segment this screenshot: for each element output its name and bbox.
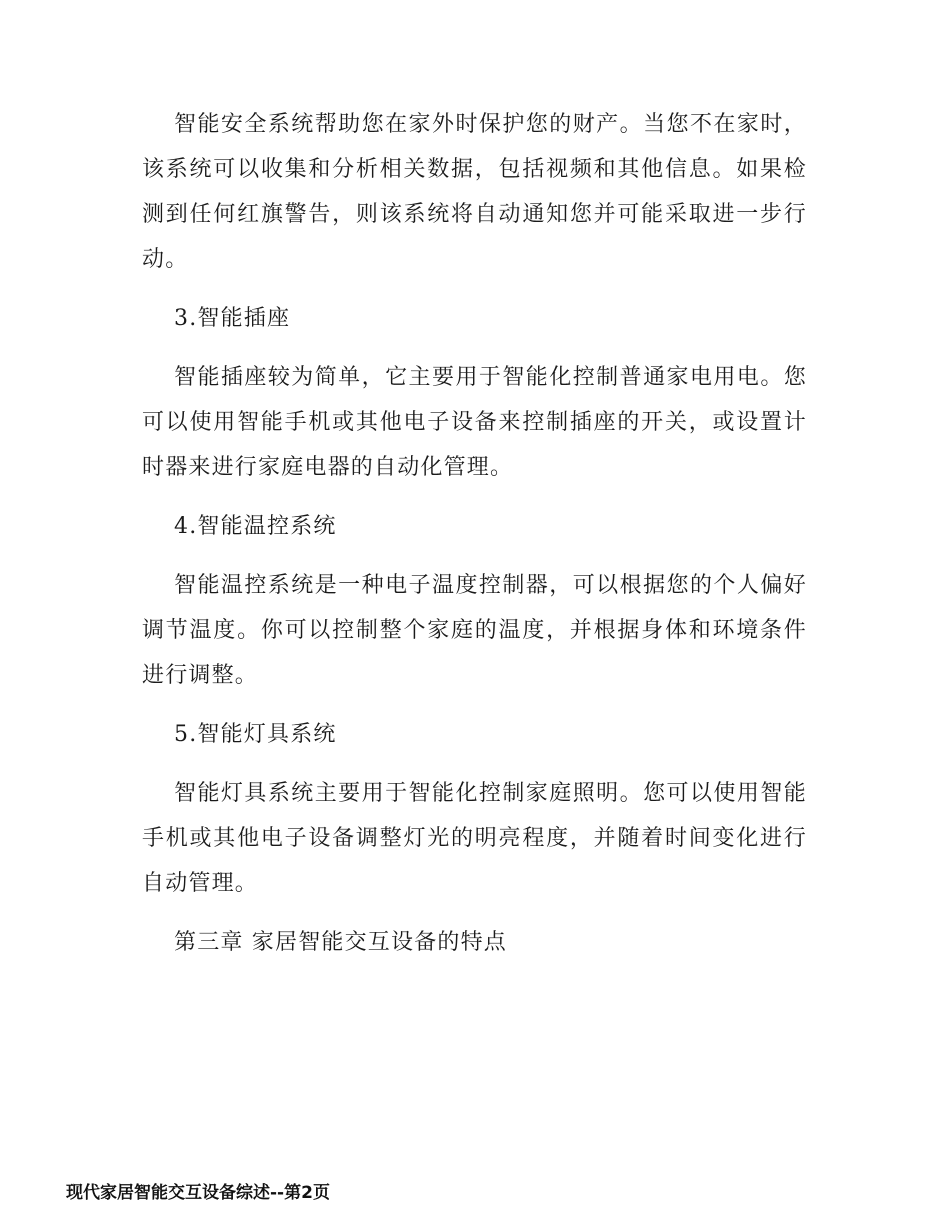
document-body [142,102,807,979]
section-heading-smart-socket: 3.智能插座 [174,306,291,331]
chapter-heading-features: 第三章 家居智能交互设备的特点 [174,930,507,955]
paragraph-security-system: 智能安全系统帮助您在家外时保护您的财产。当您不在家时，该系统可以收集和分析相关数据，包括视频和其他信息。如果检测到任何红旗警告，则该系统将自动通知您并可能采取进一步行动。 [142,112,807,272]
section-heading-lighting: 5.智能灯具系统 [174,722,337,747]
page-footer: 现代家居智能交互设备综述--第2页 [66,1183,330,1203]
paragraph-thermostat: 智能温控系统是一种电子温度控制器，可以根据您的个人偏好调节温度。你可以控制整个家庭的温度，并根据身体和环境条件进行调整。 [142,573,807,688]
section-heading-thermostat: 4.智能温控系统 [174,514,337,539]
paragraph-smart-socket: 智能插座较为简单，它主要用于智能化控制普通家电用电。您可以使用智能手机或其他电子设备来控制插座的开关，或设置计时器来进行家庭电器的自动化管理。 [142,365,807,480]
paragraph-lighting: 智能灯具系统主要用于智能化控制家庭照明。您可以使用智能手机或其他电子设备调整灯光的明亮程度，并随着时间变化进行自动管理。 [142,781,807,896]
